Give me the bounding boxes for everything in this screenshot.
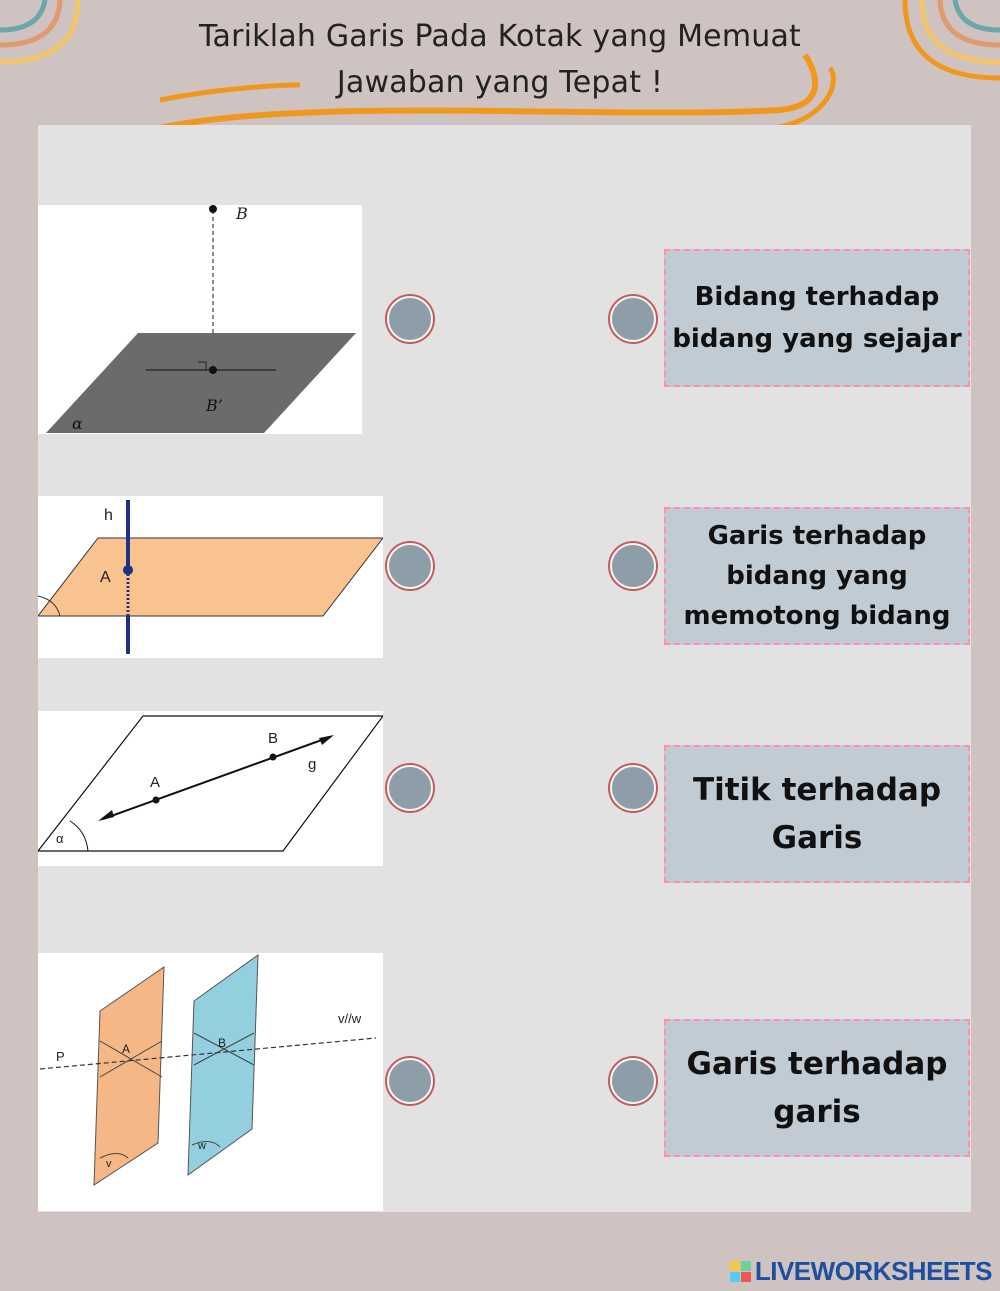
connector-left-4[interactable] [387,1058,433,1104]
label-v: v [106,1158,112,1170]
label-b-prime: B’ [206,396,223,415]
label-alpha: α [56,831,64,846]
logo-text: LIVEWORKSHEETS [754,1255,992,1286]
answer-label-2: Garis terhadap bidang yang memotong bidang [683,521,951,631]
title-line-1: Tariklah Garis Pada Kotak yang Memuat [198,19,802,54]
answer-card-1[interactable] [664,249,970,387]
logo-icon [730,1261,751,1282]
answer-card-2[interactable] [664,507,970,645]
connector-right-3[interactable] [610,765,656,811]
figure-parallel-planes [38,953,383,1211]
liveworksheets-logo [730,1257,992,1285]
label-b: B [236,205,248,223]
figure-line-on-plane [38,711,383,866]
label-p: P [56,1049,65,1064]
label-parallel: v//w [338,1011,362,1026]
answer-card-3[interactable] [664,745,970,883]
connector-left-3[interactable] [387,765,433,811]
label-b: B [268,730,279,747]
connector-right-4[interactable] [610,1058,656,1104]
connector-left-1[interactable] [387,296,433,342]
connector-left-2[interactable] [387,543,433,589]
title-line-2: Jawaban yang Tepat ! [336,65,664,100]
page-title [150,14,850,106]
answer-label-4: Garis terhadap garis [686,1046,948,1130]
label-a: A [122,1042,131,1056]
answer-label-1: Bidang terhadap bidang yang sejajar [672,282,962,354]
label-w: w [198,1140,206,1152]
figure-point-plane [38,205,362,434]
answer-label-3: Titik terhadap Garis [692,772,942,856]
label-a: A [150,774,161,791]
label-h: h [104,507,113,524]
connector-right-2[interactable] [610,543,656,589]
label-b: B [218,1036,227,1050]
answer-card-4[interactable] [664,1019,970,1157]
label-alpha: α [72,414,83,433]
label-a: A [100,569,111,586]
figure-line-plane [38,496,383,658]
connector-right-1[interactable] [610,296,656,342]
label-g: g [308,756,317,773]
